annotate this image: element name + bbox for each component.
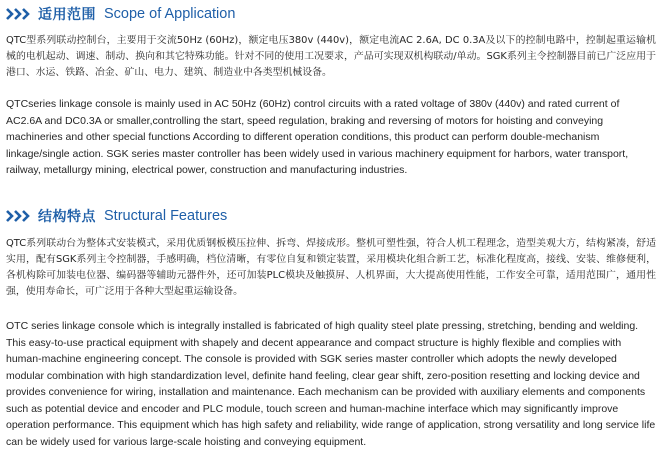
triple-chevron-right-icon	[6, 7, 32, 21]
structure-title-en: Structural Features	[104, 208, 228, 224]
structure-body-en: OTC series linkage console which is integrally installed is fabricated of high quality steel plate pressing, stretching, bending and welding. This easy-to-use practical equipment with shapely and decent appearance and compact structure is highly flexible and complies with human-machine engineering concept. The console is provided with SGK series master controller which adopts the newly developed modular combination with high standardization level, definite hand feeling, clear gear shift, zero-position resetting and locking device and provides convenience for wiring, installation and maintenance. Each mechanism can be provided with auxiliary elements and components such as potential device and encoder and PLC module, touch screen and human-machine interface which may significantly improve operation performance. This equipment which has high safety and reliability, wide range of application, strong versatility and long service life can be widely used for various large-scale hoisting and conveying equipment.	[6, 320, 656, 448]
structure-title-cn: 结构特点	[38, 209, 96, 225]
structure-body-cn: QTC系列联动台为整体式安装模式，采用优质钢板模压拉伸、拆弯、焊接成形。整机可塑性强，符合人机工程理念，造型美观大方，结构紧凑，舒适实用，配有SGK系列主令控制器，手感明确，档位清晰，有零位自复和锁定装置，采用模块化组合新工艺，标准化程度高，接线、安装、维修便利，各机构除可加装电位器、编码器等辅助元器件外，还可加装PLC模块及触摸屏、人机界面，大大提高使用性能，工作安全可靠，适用范围广，通用性强，使用寿命长，可广泛用于各种大型起重运输设备。	[6, 238, 656, 297]
scope-title-cn: 适用范围	[38, 7, 96, 23]
structure-heading	[6, 206, 227, 226]
scope-body-en: QTCseries linkage console is mainly used in AC 50Hz (60Hz) control circuits with a rated voltage of 380v (440v) and rated current of AC2.6A and DC0.3A or smaller,controlling the start, speed regulation, braking and reversing of motors for hoisting and conveying machineries and other special functions According to different operation conditions, this product can perform double-mechanism linkage/single action. SGK series master controller has been widely used in various machinery equipment for harbors, water transport, railway, metallurgy mining, electrical power, construction and manufacturing industries.	[6, 98, 629, 176]
scope-body-cn: QTC型系列联动控制台，主要用于交流50Hz (60Hz)，额定电压380v (440v)，额定电流AC 2.6A, DC 0.3A及以下的控制电路中，控制起重运输机械的电机起动、调速、制动、换向和其它特殊功能。针对不同的使用工况要求，产品可实现双机构联动/单动。SGK系列主令控制器目前已广泛应用于港口、水运、铁路、冶金、矿山、电力、建筑、制造业中各类型机械设备。	[6, 35, 656, 78]
triple-chevron-right-icon	[6, 209, 32, 223]
scope-title-en: Scope of Application	[104, 6, 236, 22]
scope-heading	[6, 4, 235, 24]
